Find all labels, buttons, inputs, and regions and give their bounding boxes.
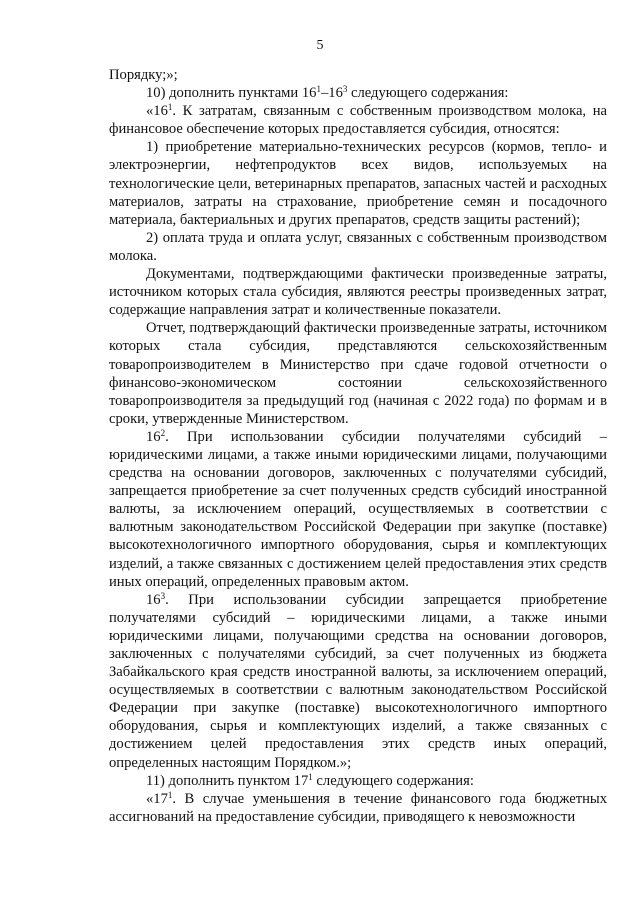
paragraph: 2) оплата труда и оплата услуг, связанных с собственным производством молока. <box>109 229 607 264</box>
paragraph: $16^3$. При использовании субсидии запрещается приобретение получателями субсидий – юридическими лицами, а также иными юридическими лицами, получающими средства на основании договоров, заключенных с получателями субсидий, за счет полученных из бюджета Забайкальского края средств иностранной валюты, за исключением операций, осуществляемых в соответствии с валютным законодательством Российской Федерации при закупке (поставке) высокотехнологичного импортного оборудования, сырья и комплектующих изделий, а также связанных с достижением целей предоставления этих средств иных операций, определенных настоящим Порядком.»; <box>109 590 607 771</box>
document-body <box>109 66 607 826</box>
paragraph: 10) дополнить пунктами $16^1-16^3$ следующего содержания: <box>146 84 509 102</box>
paragraph: Отчет, подтверждающий фактически произведенные затраты, источником которых стала субсидия, представляются сельскохозяйственным товаропроизводителем в Министерство при сдаче годовой отчетности о финансово-экономическом состоянии сельскохозяйственного товаропроизводителя за предыдущий год (начиная с 2022 года) по формам и в сроки, утвержденные Министерством. <box>109 320 607 427</box>
paragraph: Порядку;»; <box>109 67 178 83</box>
paragraph: «$17^1$. В случае уменьшения в течение финансового года бюджетных ассигнований на предоставление субсидии, приводящего к невозможности <box>109 789 607 825</box>
paragraph: 11) дополнить пунктом $17^1$ следующего содержания: <box>146 771 474 789</box>
paragraph: «$16^1$. К затратам, связанным с собственным производством молока, на финансовое обеспечение которых предоставляется субсидия, относятся: <box>109 102 607 138</box>
page-number: 5 <box>316 38 324 53</box>
paragraph: Документами, подтверждающими фактически произведенные затраты, источником которых стала субсидия, являются реестры произведенных затрат, содержащие направления затрат и количественные показатели. <box>109 266 607 319</box>
paragraph: $16^2$. При использовании субсидии получателями субсидий – юридическими лицами, а также иными юридическими лицами, получающими средства на основании договоров, заключенных с получателями субсидий, запрещается приобретение за счет полученных средств субсидий иностранной валюты, за исключением операций, осуществляемых в соответствии с валютным законодательством Российской Федерации при закупке (поставке) высокотехнологичного импортного оборудования, сырья и комплектующих изделий, а также связанных с достижением целей предоставления этих средств иных операций, определенных правовым актом. <box>109 427 607 590</box>
paragraph: 1) приобретение материально-технических ресурсов (кормов, тепло- и электроэнергии, нефтепродуктов всех видов, используемых на технологические цели, ветеринарных препаратов, запасных частей и расходных материалов, затраты на страхование, приобретение семян и посадочного материала, бактериальных и других препаратов, средств защиты растений); <box>109 139 607 228</box>
